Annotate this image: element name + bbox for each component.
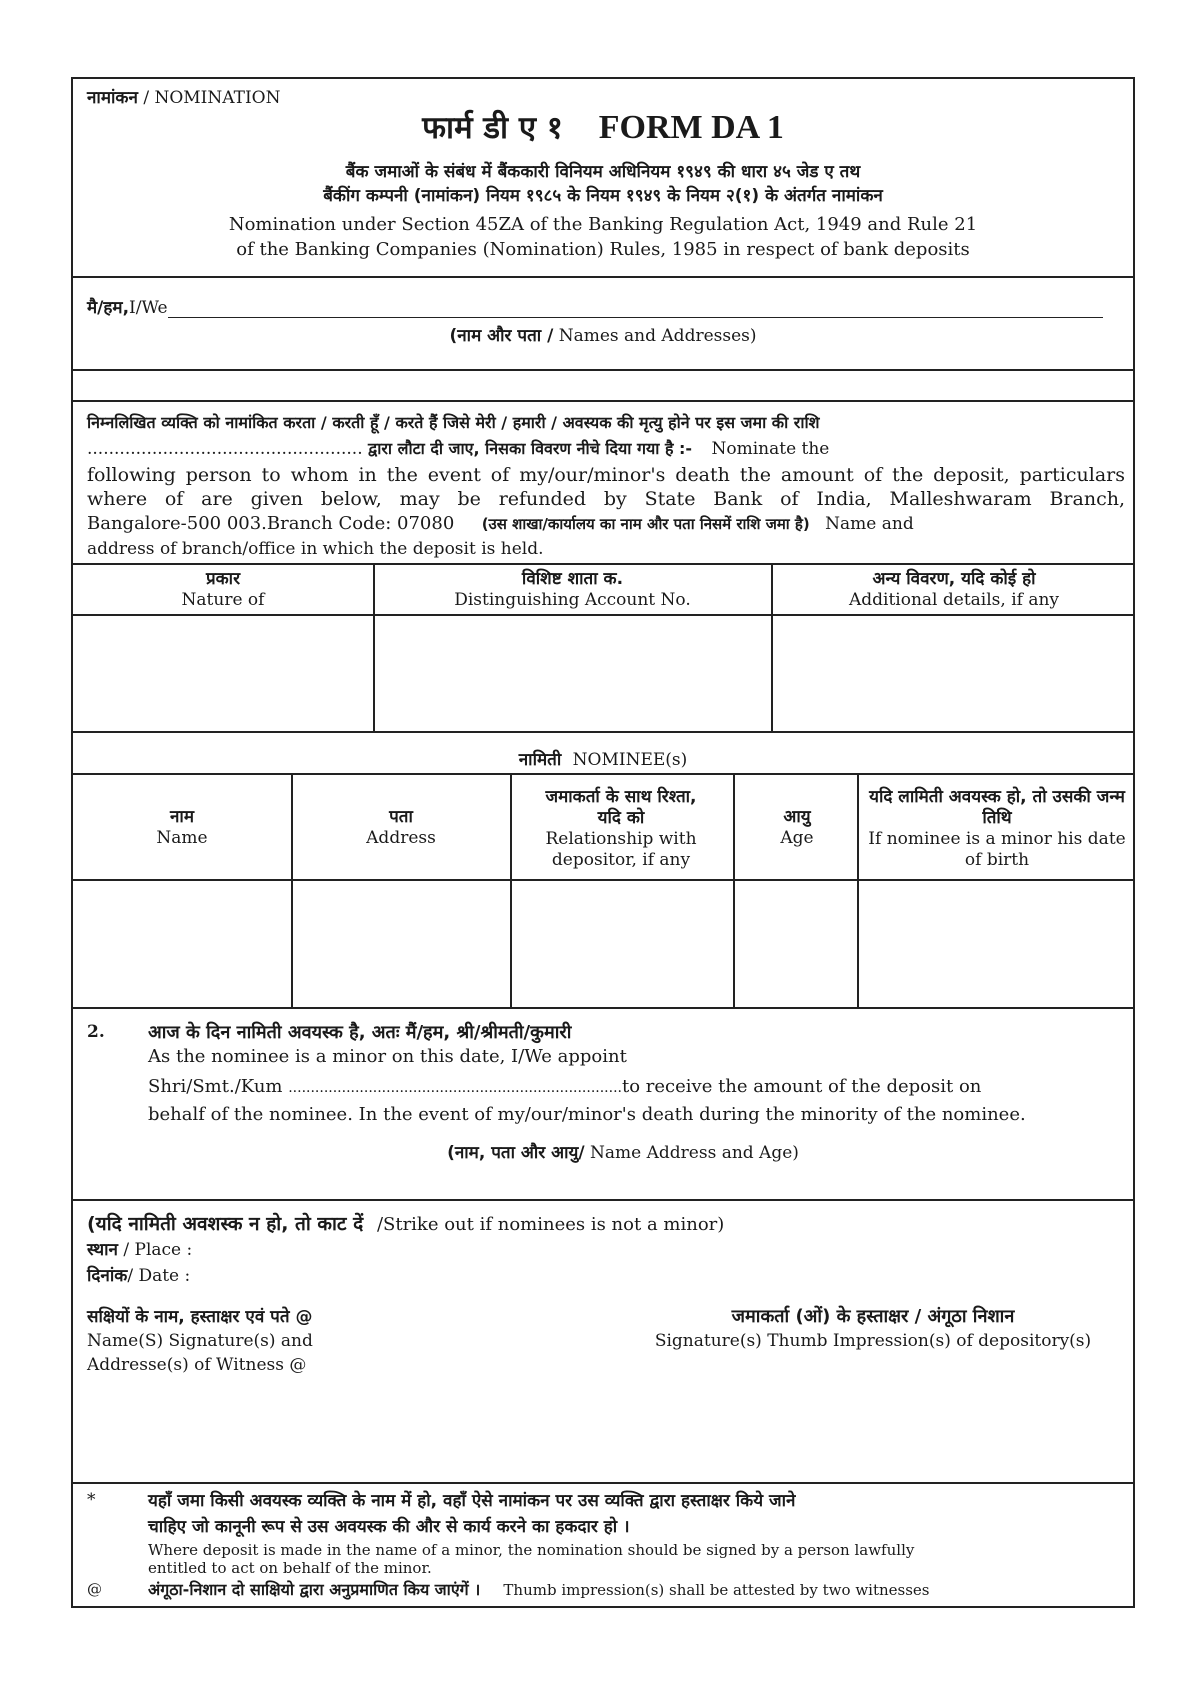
note-star-hi-line-2: चाहिए जो कानूनी रूप से उस अवयस्क की और से कार्य करने का हकदार हो । (148, 1517, 630, 1537)
nominate-line-4: where of are given below, may be refunded by State Bank of India, Malleshwaram Branch, (87, 488, 1125, 510)
note-at-marker: @ (87, 1580, 102, 1598)
deposit-header-account (374, 569, 771, 611)
nominate-line-2-en: Nominate the (711, 439, 830, 459)
minor-line-3-b: to receive the amount of the deposit on (621, 1076, 982, 1097)
depositor-sign-en: Signature(s) Thumb Impression(s) of depository(s) (654, 1331, 1092, 1351)
nominee-header-relationship-en: Relationship with depositor, if any (545, 829, 697, 870)
nominee-header-name-en: Name (156, 828, 208, 848)
note-at (148, 1578, 1128, 1600)
nominate-line-2 (87, 437, 1121, 459)
witness-label-hi: सक्षियों के नाम, हस्ताक्षर एवं पते @ (87, 1307, 313, 1327)
nominee-header-dob-en: If nominee is a minor his date of birth (868, 829, 1126, 870)
date-label-en: / Date : (127, 1266, 191, 1286)
nominee-title (73, 747, 1133, 770)
form-title-hi: फार्म डी ए १ (422, 110, 563, 146)
minor-number: 2. (87, 1022, 105, 1042)
deposit-cell-details[interactable] (773, 616, 1133, 729)
depositor-sign-block (623, 1305, 1123, 1353)
iwe-label-hi: मै/हम, (87, 298, 130, 318)
place-label-hi: स्थान (87, 1240, 118, 1260)
note-star-marker: * (87, 1490, 96, 1510)
note-star-hi (148, 1488, 1123, 1540)
nominee-cell-address[interactable] (293, 881, 508, 1005)
nominate-line-5-en: Name and (825, 514, 914, 534)
nominate-line-3: following person to whom in the event of my/our/minor's death the amount of the deposit, particulars (87, 464, 1125, 486)
nominee-header-relationship (531, 787, 711, 871)
iwe-row (87, 295, 1117, 318)
place-label (87, 1237, 192, 1260)
minor-caption-hi: (नाम, पता और आयु/ (447, 1143, 585, 1163)
nominee-header-name-hi: नाम (169, 807, 194, 827)
nominee-header-name (73, 807, 291, 849)
subtitle-en (73, 212, 1133, 262)
strike-note-hi: (यदि नामिती अवशस्क न हो, तो काट दें (87, 1213, 364, 1235)
strike-note (87, 1210, 724, 1236)
deposit-cell-nature[interactable] (75, 616, 371, 729)
iwe-label-en: I/We (129, 298, 168, 318)
note-star-en (148, 1541, 1123, 1577)
nominee-title-en: NOMINEE(s) (572, 750, 688, 770)
deposit-header-details (773, 569, 1135, 611)
nominate-line-2-hi: द्वारा लौटा दी जाए, निसका विवरण नीचे दिया गया है :- (368, 439, 693, 458)
notes-section (71, 1484, 1135, 1608)
subtitle-hi-line-2: बैंकींग कम्पनी (नामांकन) नियम १९८५ के नियम १९४९ के नियम २(१) के अंतर्गत नामांकन (323, 186, 883, 206)
note-at-en: Thumb impression(s) shall be attested by two witnesses (503, 1581, 930, 1599)
nominee-cell-relationship[interactable] (512, 881, 731, 1005)
deposit-header-account-en: Distinguishing Account No. (454, 590, 691, 610)
deposit-header-nature-en: Nature of (181, 590, 265, 610)
minor-caption-en: Name Address and Age) (590, 1143, 799, 1163)
divider (73, 1007, 1133, 1009)
nominee-header-address (292, 807, 510, 849)
nominee-header-address-en: Address (366, 828, 436, 848)
divider (73, 563, 1133, 565)
note-at-hi: अंगूठा-निशान दो साक्षियो द्वारा अनुप्रमाणित किय जाएंगें । (148, 1580, 481, 1599)
iwe-caption (73, 323, 1133, 346)
iwe-input-line[interactable] (168, 299, 1103, 318)
deposit-header-account-hi: विशिष्ट शाता क. (521, 569, 624, 589)
nominee-header-age-hi: आयु (783, 807, 811, 827)
divider (73, 400, 1133, 402)
nominate-line-1: निम्नलिखित व्यक्ति को नामांकित करता / करती हूँ / करते हैं जिसे मेरी / हमारी / अवस्यक की मृत्यु होने पर इस जमा की राशि (87, 413, 820, 432)
subtitle-en-line-1: Nomination under Section 45ZA of the Banking Regulation Act, 1949 and Rule 21 (228, 214, 978, 235)
nominee-cell-name[interactable] (75, 881, 289, 1005)
depositor-sign-hi: जमाकर्ता (ओं) के हस्ताक्षर / अंगूठा निशान (731, 1306, 1015, 1327)
deposit-header-nature (73, 569, 373, 611)
deposit-header-details-hi: अन्य विवरण, यदि कोई हो (872, 569, 1036, 589)
minor-line-2: As the nominee is a minor on this date, I/We appoint (148, 1046, 627, 1067)
note-star-en-line-1: Where deposit is made in the name of a minor, the nomination should be signed by a person lawfully (148, 1541, 915, 1559)
subtitle-en-line-2: of the Banking Companies (Nomination) Rules, 1985 in respect of bank deposits (236, 239, 970, 260)
nominee-title-hi: नामिती (518, 750, 562, 770)
deposit-cell-account[interactable] (375, 616, 769, 729)
nominee-header-dob-hi: यदि लामिती अवयस्क हो, तो उसकी जन्म तिथि (869, 787, 1125, 828)
nominee-header-relationship-hi: जमाकर्ता के साथ रिश्ता, यदि को (545, 787, 697, 828)
nominate-dots: ................................................... (87, 439, 363, 459)
date-label (87, 1263, 190, 1286)
witness-block (87, 1305, 313, 1377)
nominate-line-5 (87, 512, 1125, 536)
divider (73, 276, 1133, 278)
note-star-hi-line-1: यहाँ जमा किसी अवयस्क व्यक्ति के नाम में हो, वहाँ ऐसे नामांकन पर उस व्यक्ति द्वारा हस्ताक्षर किये जाने (148, 1491, 796, 1511)
nomination-form (71, 77, 1135, 1201)
place-label-en: / Place : (123, 1240, 193, 1260)
nominee-header-address-hi: पता (389, 807, 413, 827)
nominee-header-dob (859, 787, 1135, 871)
branch-address: Bangalore-500 003.Branch Code: 07080 (87, 513, 455, 534)
strike-note-en: /Strike out if nominees is not a minor) (376, 1214, 725, 1235)
divider (73, 369, 1133, 371)
iwe-caption-hi: (नाम और पता / (449, 326, 554, 346)
note-star-en-line-2: entitled to act on behalf of the minor. (148, 1559, 432, 1577)
minor-line-3-a: Shri/Smt./Kum (148, 1076, 283, 1097)
nominee-header-age (736, 807, 858, 849)
deposit-header-details-en: Additional details, if any (848, 590, 1060, 610)
nominee-header-age-en: Age (780, 828, 814, 848)
nominee-cell-age[interactable] (735, 881, 855, 1005)
form-label-en: / NOMINATION (143, 88, 281, 108)
nominee-cell-dob[interactable] (859, 881, 1133, 1005)
divider (73, 731, 1133, 733)
minor-line-1: आज के दिन नामिती अवयस्क है, अतः मैं/हम, श्री/श्रीमती/कुमारी (148, 1022, 572, 1043)
iwe-caption-en: Names and Addresses) (558, 326, 757, 346)
nominate-line-6: address of branch/office in which the deposit is held. (87, 539, 544, 559)
form-title-en: FORM DA 1 (598, 109, 784, 146)
witness-label-en-1: Name(S) Signature(s) and (87, 1331, 313, 1351)
form-title (73, 107, 1133, 148)
minor-caption (73, 1140, 1133, 1163)
divider (73, 773, 1133, 775)
minor-line-3 (148, 1076, 1126, 1097)
form-label (87, 85, 280, 108)
minor-guardian-dots[interactable]: ........................................................................... (288, 1080, 622, 1096)
nominate-line-5-hi: (उस शाखा/कार्यालय का नाम और पता निसमें राशि जमा है) (481, 515, 810, 533)
date-label-hi: दिनांक (87, 1266, 128, 1286)
minor-line-4: behalf of the nominee. In the event of my/our/minor's death during the minority of the nominee. (148, 1104, 1026, 1125)
subtitle-hi-line-1: बैंक जमाओं के संबंध में बैंककारी विनियम अधिनियम १९४९ की धारा ४५ जेड ए तथ (345, 162, 861, 182)
deposit-header-nature-hi: प्रकार (205, 569, 241, 589)
form-label-hi: नामांकन (87, 88, 138, 108)
subtitle-hi (73, 160, 1133, 208)
witness-label-en-2: Addresse(s) of Witness @ (87, 1355, 307, 1375)
